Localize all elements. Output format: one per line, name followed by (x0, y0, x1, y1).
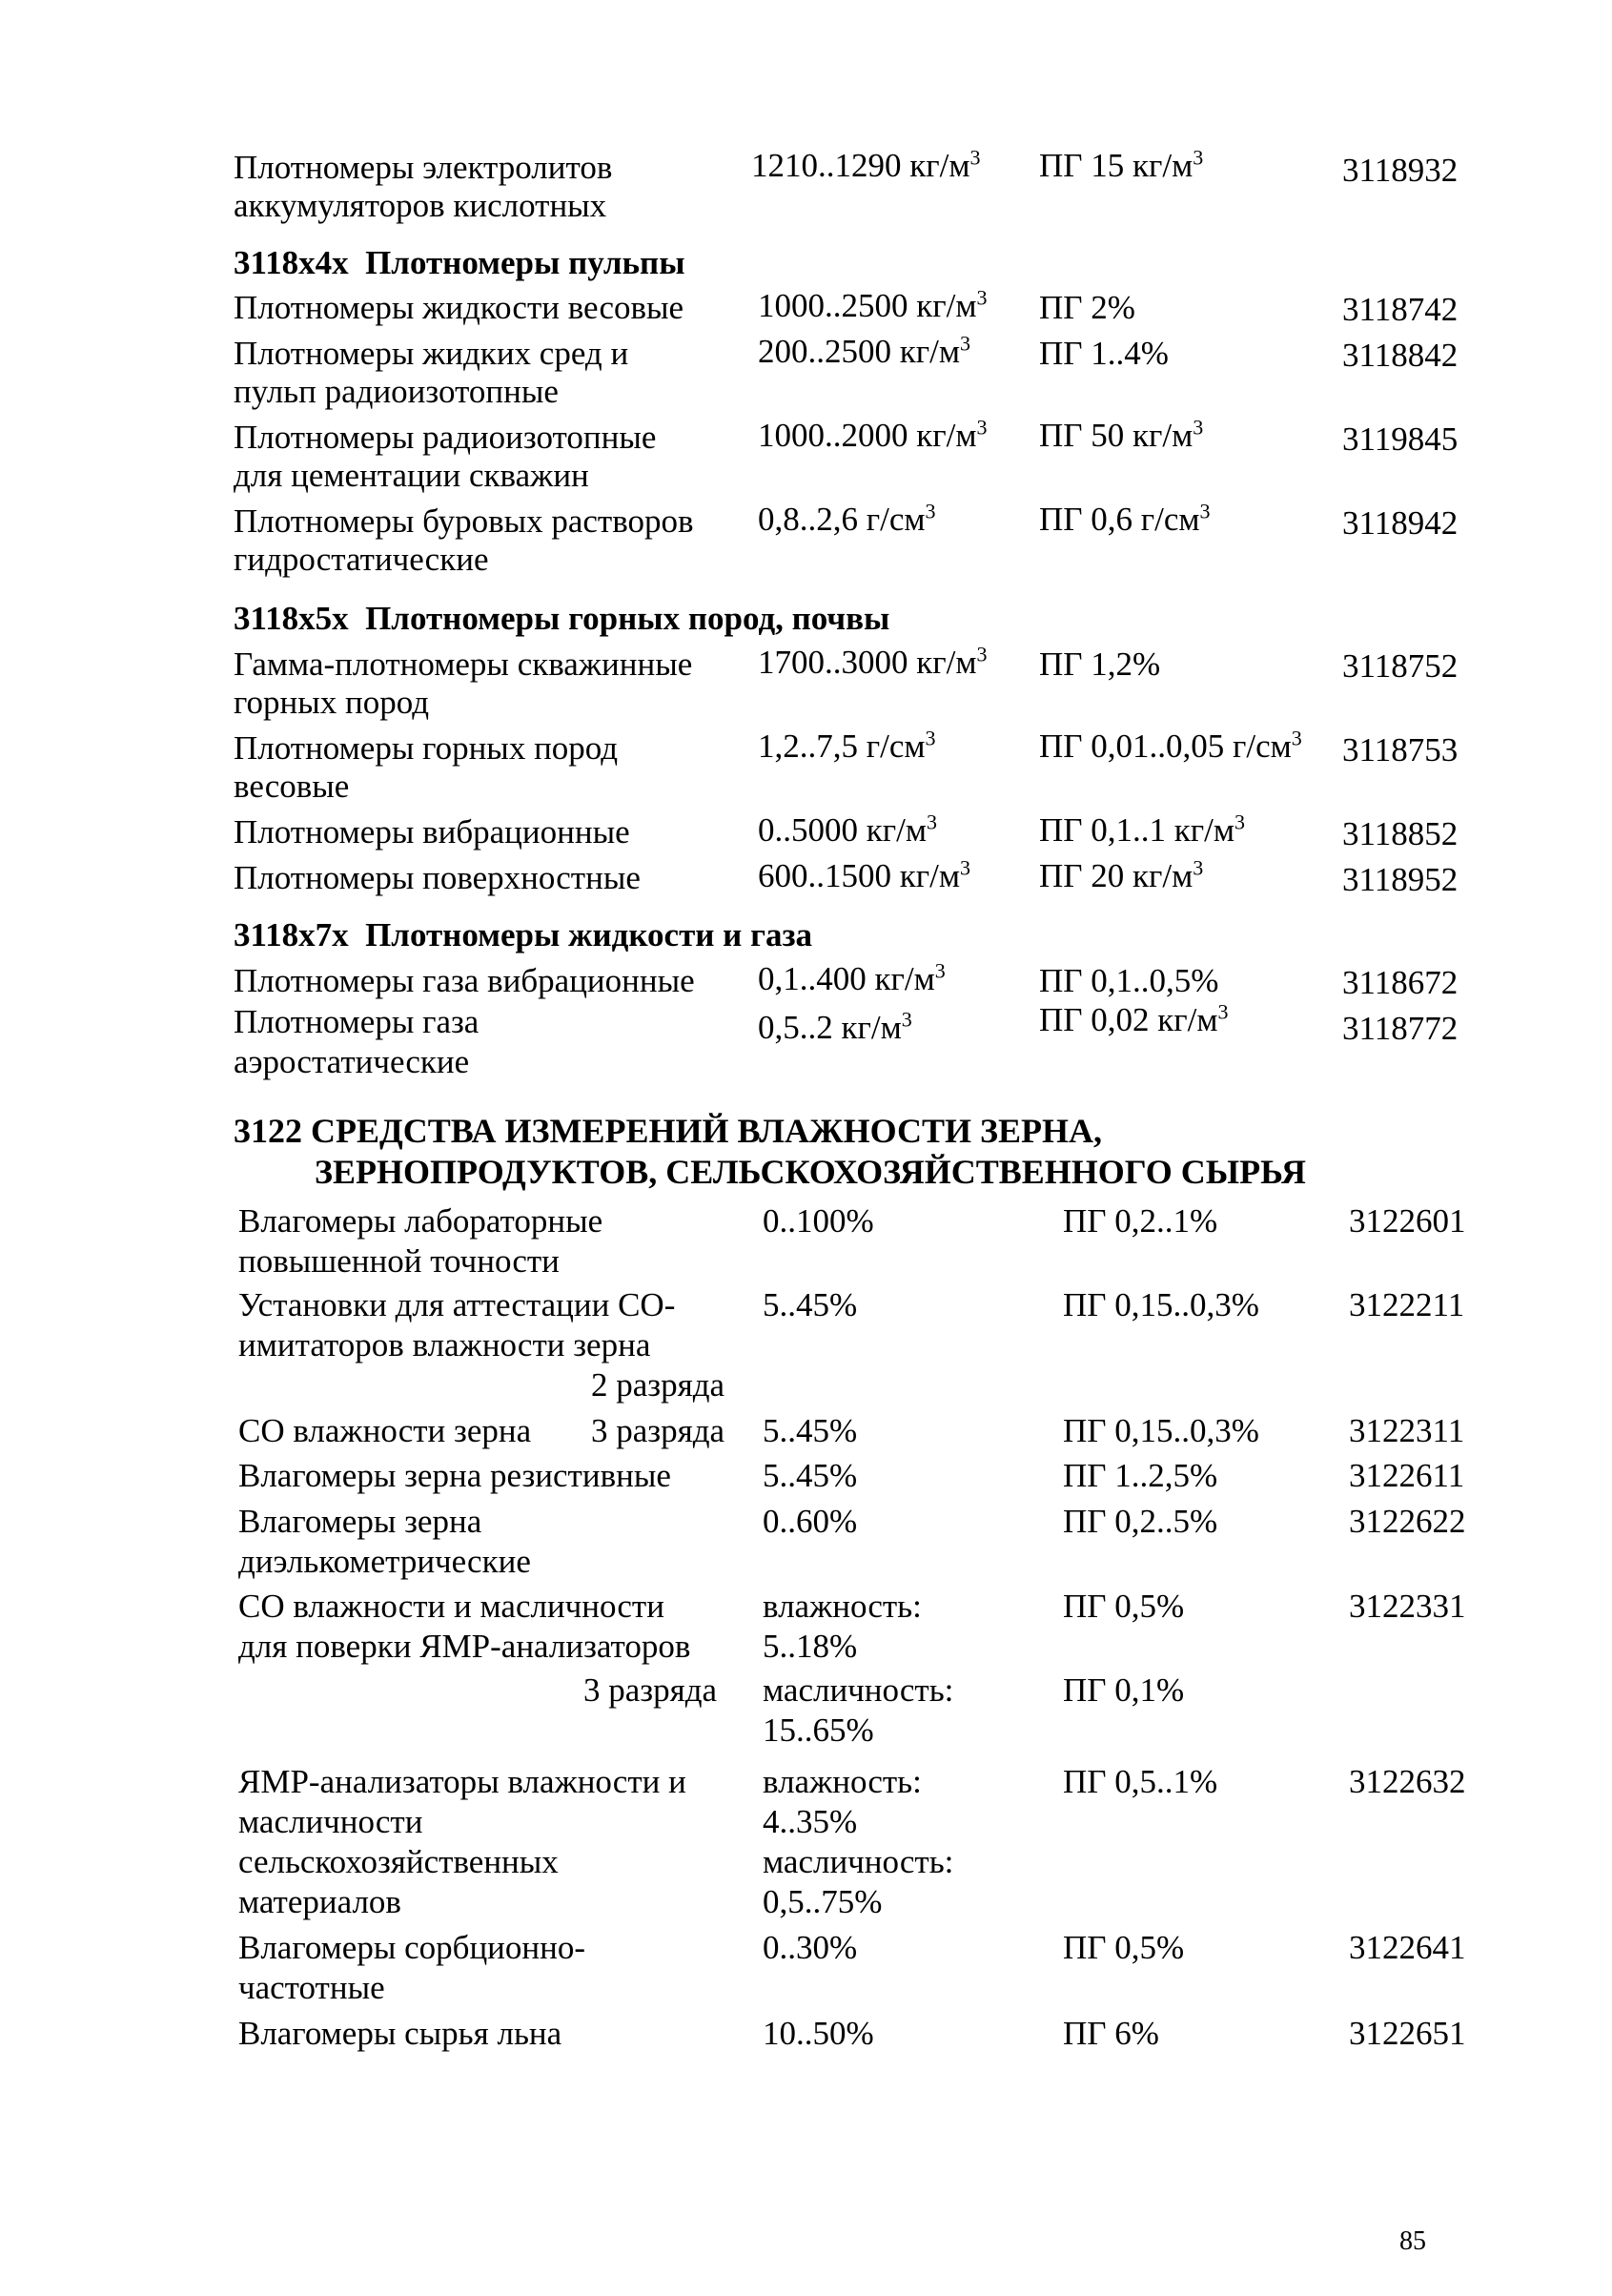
item-code: 3118932 (1342, 152, 1459, 189)
item-code: 3122651 (1349, 2015, 1466, 2052)
item-name: Влагомеры лабораторные (238, 1202, 603, 1240)
item-code: 3118942 (1342, 504, 1459, 542)
item-error: ПГ 0,01..0,05 $г/см^3$ (1039, 726, 1302, 765)
section-heading: 3118х5х Плотномеры горных пород, почвы (234, 600, 890, 637)
item-range: 0..5000 $кг/м^3$ (758, 810, 937, 849)
item-error: ПГ 2% (1039, 289, 1135, 326)
item-name: Плотномеры буровых растворов (234, 502, 694, 540)
item-range-label: масличность: (763, 1671, 954, 1709)
item-range-label: масличность: (763, 1843, 954, 1880)
item-code: 3122311 (1349, 1412, 1465, 1449)
item-rank: 2 разряда (591, 1366, 725, 1404)
item-code: 3118842 (1342, 337, 1459, 374)
item-range: 1000..2500 $кг/м^3$ (758, 285, 988, 324)
item-range: 0,5..75% (763, 1883, 883, 1920)
item-code: 3118852 (1342, 815, 1459, 852)
item-name: Плотномеры поверхностные (234, 859, 641, 896)
item-name-cont: весовые (234, 768, 350, 805)
item-name-cont: аккумуляторов кислотных (234, 187, 607, 224)
item-code: 3122601 (1349, 1202, 1466, 1240)
item-error: ПГ 0,15..0,3% (1063, 1286, 1259, 1323)
item-name: Влагомеры зерна резистивные (238, 1457, 671, 1494)
item-name-cont: аэростатические (234, 1043, 470, 1080)
item-code: 3122611 (1349, 1457, 1465, 1494)
item-name-cont: гидростатические (234, 541, 489, 578)
item-error: ПГ 20 $кг/м^3$ (1039, 855, 1204, 894)
item-error: ПГ 0,1..0,5% (1039, 962, 1219, 999)
section-heading: 3118х4х Плотномеры пульпы (234, 244, 685, 281)
item-name: Плотномеры жидких сред и (234, 335, 629, 372)
item-range: 10..50% (763, 2015, 874, 2052)
item-error: ПГ 0,1% (1063, 1671, 1185, 1709)
item-name: Плотномеры газа вибрационные (234, 962, 695, 999)
item-name: Плотномеры радиоизотопные (234, 419, 657, 456)
item-name: СО влажности и масличности (238, 1588, 664, 1625)
item-code: 3118752 (1342, 647, 1459, 685)
item-error: ПГ 0,2..1% (1063, 1202, 1218, 1240)
item-range: 200..2500 $кг/м^3$ (758, 331, 970, 370)
item-name: Плотномеры электролитов (234, 149, 613, 186)
item-name-cont: горных пород (234, 684, 430, 721)
item-range: 0,8..2,6 $г/см^3$ (758, 499, 936, 538)
item-code: 3122622 (1349, 1503, 1466, 1540)
item-name-cont: диэлькометрические (238, 1543, 531, 1580)
item-range: 0..30% (763, 1929, 858, 1966)
item-rank: 3 разряда (583, 1671, 718, 1709)
item-error: ПГ 15 $кг/м^3$ (1039, 145, 1204, 184)
item-range: 0..100% (763, 1202, 874, 1240)
item-error: ПГ 0,5..1% (1063, 1763, 1218, 1800)
item-name-cont: частотные (238, 1969, 385, 2006)
item-name: Влагомеры зерна (238, 1503, 482, 1540)
item-name: Установки для аттестации СО- (238, 1286, 676, 1323)
item-name-cont: для поверки ЯМР-анализаторов (238, 1628, 691, 1665)
item-name-cont: имитаторов влажности зерна (238, 1326, 651, 1363)
item-range: 1700..3000 $кг/м^3$ (758, 642, 988, 681)
item-name-cont: масличности (238, 1803, 423, 1840)
item-error: ПГ 0,5% (1063, 1929, 1185, 1966)
item-error: ПГ 0,1..1 $кг/м^3$ (1039, 810, 1245, 849)
item-code: 3122331 (1349, 1588, 1466, 1625)
item-range: 1,2..7,5 $г/см^3$ (758, 726, 936, 765)
item-name: Гамма-плотномеры скважинные (234, 646, 693, 683)
item-range: 0,5..2 $кг/м^3$ (758, 1007, 912, 1046)
item-range: 5..45% (763, 1286, 858, 1323)
item-range-label: влажность: (763, 1763, 922, 1800)
item-error: ПГ 1..4% (1039, 335, 1169, 372)
item-name: Плотномеры жидкости весовые (234, 289, 684, 326)
page-number: 85 (1399, 2226, 1426, 2256)
item-range: 600..1500 $кг/м^3$ (758, 855, 970, 894)
item-rank: 3 разряда (591, 1412, 725, 1449)
item-name-cont: материалов (238, 1883, 401, 1920)
item-code: 3118772 (1342, 1010, 1459, 1047)
item-name: Плотномеры горных пород (234, 729, 619, 767)
item-code: 3122211 (1349, 1286, 1465, 1323)
item-error: ПГ 6% (1063, 2015, 1159, 2052)
item-range-label: влажность: (763, 1588, 922, 1625)
item-error: ПГ 1,2% (1039, 646, 1161, 683)
item-error: ПГ 1..2,5% (1063, 1457, 1218, 1494)
item-range: 4..35% (763, 1803, 858, 1840)
item-code: 3118753 (1342, 731, 1459, 769)
item-range: 1000..2000 $кг/м^3$ (758, 415, 988, 454)
item-name: Влагомеры сырья льна (238, 2015, 562, 2052)
item-range: 1210..1290 $кг/м^3$ (751, 145, 981, 184)
section-heading: 3118х7х Плотномеры жидкости и газа (234, 916, 813, 953)
item-code: 3118952 (1342, 861, 1459, 898)
item-error: ПГ 50 $кг/м^3$ (1039, 415, 1204, 454)
item-name-cont: сельскохозяйственных (238, 1843, 559, 1880)
item-range: 15..65% (763, 1712, 874, 1749)
chapter-heading-cont: ЗЕРНОПРОДУКТОВ, СЕЛЬСКОХОЗЯЙСТВЕННОГО СЫРЬЯ (315, 1153, 1307, 1191)
item-range: 5..18% (763, 1628, 858, 1665)
item-range: 5..45% (763, 1457, 858, 1494)
item-name-cont: пульп радиоизотопные (234, 373, 559, 410)
item-name: ЯМР-анализаторы влажности и (238, 1763, 686, 1800)
item-name-cont: повышенной точности (238, 1242, 560, 1280)
item-name-cont: для цементации скважин (234, 457, 589, 494)
item-range: 5..45% (763, 1412, 858, 1449)
item-name: Влагомеры сорбционно- (238, 1929, 586, 1966)
item-code: 3122641 (1349, 1929, 1466, 1966)
item-name: Плотномеры вибрационные (234, 813, 630, 851)
chapter-heading: 3122 СРЕДСТВА ИЗМЕРЕНИЙ ВЛАЖНОСТИ ЗЕРНА, (234, 1112, 1103, 1150)
item-error: ПГ 0,2..5% (1063, 1503, 1218, 1540)
item-code: 3122632 (1349, 1763, 1466, 1800)
item-range: 0..60% (763, 1503, 858, 1540)
item-error: ПГ 0,6 $г/см^3$ (1039, 499, 1211, 538)
item-name: СО влажности зерна (238, 1412, 532, 1449)
item-code: 3118742 (1342, 291, 1459, 328)
item-error: ПГ 0,02 $кг/м^3$ (1039, 999, 1229, 1038)
item-code: 3119845 (1342, 420, 1459, 458)
item-error: ПГ 0,5% (1063, 1588, 1185, 1625)
item-error: ПГ 0,15..0,3% (1063, 1412, 1259, 1449)
item-code: 3118672 (1342, 964, 1459, 1001)
item-name: Плотномеры газа (234, 1003, 480, 1040)
item-range: 0,1..400 $кг/м^3$ (758, 958, 946, 997)
